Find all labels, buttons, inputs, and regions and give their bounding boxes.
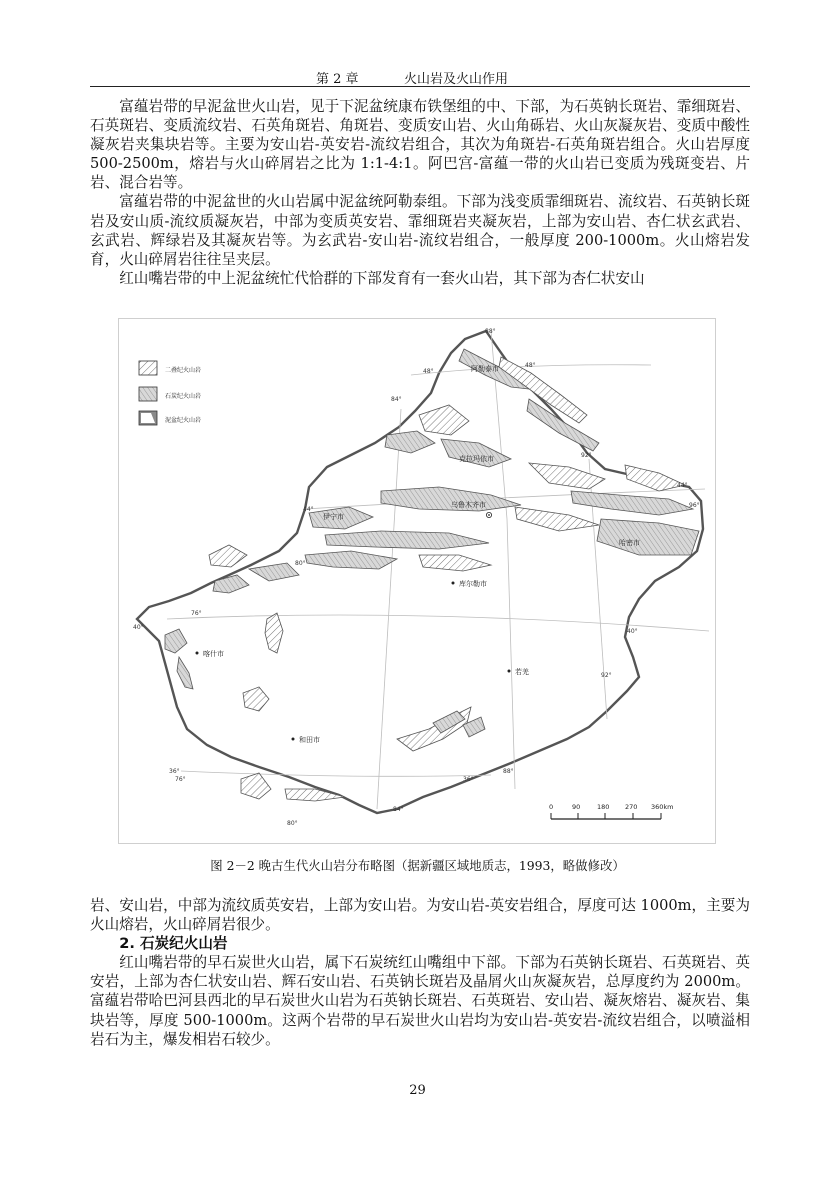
graticule-label: 88° xyxy=(503,768,514,775)
chapter-title: 火山岩及火山作用 xyxy=(404,72,509,87)
paragraph: 富蕴岩带的早泥盆世火山岩，见于下泥盆统康布铁堡组的中、下部，为石英钠长斑岩、霏细斑岩、石英斑岩、变质流纹岩、石英角斑岩、角斑岩、变质安山岩、火山角砾岩、火山灰凝灰岩、变质中酸性凝灰岩夹集块岩等。主要为安山岩-英安岩-流纹岩组合，其次为角斑岩-石英角斑岩组合。火山岩厚度 500-2500m，熔岩与火山碎屑岩之比为 1:1-4:1。阿巴宫-富蕴一带的火山岩已变质为残斑变岩、片岩、混合岩等。 xyxy=(90,98,750,192)
chapter-number: 第 2 章 xyxy=(316,72,359,87)
graticule-label: 44° xyxy=(677,482,688,489)
city-kashgar: 喀什市 xyxy=(203,650,224,658)
city-dot-korla xyxy=(452,582,455,585)
graticule-label: 40° xyxy=(627,628,638,635)
city-yining: 伊宁市 xyxy=(323,513,344,521)
city-dot-kashgar xyxy=(196,652,199,655)
scale-bar xyxy=(549,803,674,819)
legend-label-devonian: 泥盆纪火山岩 xyxy=(165,417,202,424)
graticule-label: 84° xyxy=(391,396,402,403)
scale-label: 180 xyxy=(597,803,610,811)
graticule-label: 44° xyxy=(303,506,314,513)
legend-swatch-permian xyxy=(139,361,157,375)
graticule-label: 80° xyxy=(287,820,298,827)
legend-label-carboniferous: 石炭纪火山岩 xyxy=(165,393,202,400)
city-hotan: 和田市 xyxy=(299,736,320,744)
map-figure xyxy=(118,318,716,844)
graticule-label: 40° xyxy=(133,624,144,631)
legend-label-permian: 二叠纪火山岩 xyxy=(165,367,202,374)
city-dot-hotan xyxy=(292,738,295,741)
paragraph: 红山嘴岩带的中上泥盆统忙代恰群的下部发育有一套火山岩，其下部为杏仁状安山 xyxy=(119,269,645,287)
scale-label: 90 xyxy=(572,803,581,811)
body-text-top xyxy=(90,97,750,288)
graticule-label: 36° xyxy=(463,776,474,783)
graticule-label: 76° xyxy=(191,610,202,617)
legend-swatch-carboniferous xyxy=(139,387,157,401)
city-urumqi: 乌鲁木齐市 xyxy=(451,501,486,509)
graticule-label: 84° xyxy=(393,806,404,813)
graticule-label: 48° xyxy=(525,362,536,369)
scale-label: 360km xyxy=(651,803,674,811)
graticule-label: 92° xyxy=(581,452,592,459)
paragraph: 富蕴岩带的中泥盆世的火山岩属中泥盆统阿勒泰组。下部为浅变质霏细斑岩、流纹岩、石英钠长斑岩及安山质-流纹质凝灰岩，中部为变质英安岩、霏细斑岩夹凝灰岩，上部为安山岩、杏仁状玄武岩、玄武岩、辉绿岩及其凝灰岩等。为玄武岩-安山岩-流纹岩组合，一般厚度 200-1000m。火山熔岩发育，火山碎屑岩往往呈夹层。 xyxy=(90,193,750,268)
scale-label: 0 xyxy=(549,803,554,811)
city-korla: 库尔勒市 xyxy=(459,580,487,588)
paragraph: 岩、安山岩，中部为流纹质英安岩，上部为安山岩。为安山岩-英安岩组合，厚度可达 1000m，主要为火山熔岩，火山碎屑岩很少。 xyxy=(90,897,750,934)
figure-caption: 图 2－2 晚古生代火山岩分布略图（据新疆区域地质志，1993，略做修改） xyxy=(210,858,625,873)
city-altay: 阿勒泰市 xyxy=(471,365,499,373)
graticule-label: 36° xyxy=(169,768,180,775)
city-hami: 哈密市 xyxy=(619,539,640,547)
scale-label: 270 xyxy=(625,803,638,811)
graticule-label: 96° xyxy=(689,502,700,509)
running-header xyxy=(90,66,750,86)
section-heading: 2. 石炭纪火山岩 xyxy=(119,935,228,953)
map-legend xyxy=(139,361,201,425)
capital-symbol-center xyxy=(488,514,490,516)
graticule-label: 76° xyxy=(175,776,186,783)
graticule-label: 48° xyxy=(423,368,434,375)
graticule-label: 88° xyxy=(485,328,496,335)
city-ruoqiang: 若羌 xyxy=(515,668,529,676)
volcanic-rock-map xyxy=(119,319,715,843)
city-dot-ruoqiang xyxy=(508,670,511,673)
city-karamay: 克拉玛依市 xyxy=(459,455,494,463)
header-rule xyxy=(90,86,750,87)
graticule-label: 80° xyxy=(295,560,306,567)
paragraph: 红山嘴岩带的早石炭世火山岩，属下石炭统红山嘴组中下部。下部为石英钠长斑岩、石英斑岩、英安岩，上部为杏仁状安山岩、辉石安山岩、石英钠长斑岩及晶屑火山灰凝灰岩，总厚度约为 2000m。富蕴岩带哈巴河县西北的早石炭世火山岩为石英钠长斑岩、石英斑岩、安山岩、凝灰熔岩、凝灰岩、集块岩等，厚度 500-1000m。这两个岩带的早石炭世火山岩均为安山岩-英安岩-流纹岩组合，以喷溢相岩石为主，爆发相岩石较少。 xyxy=(90,954,750,1048)
page-number: 29 xyxy=(409,1083,426,1098)
body-text-bottom xyxy=(90,896,750,1049)
graticule-label: 92° xyxy=(601,672,612,679)
